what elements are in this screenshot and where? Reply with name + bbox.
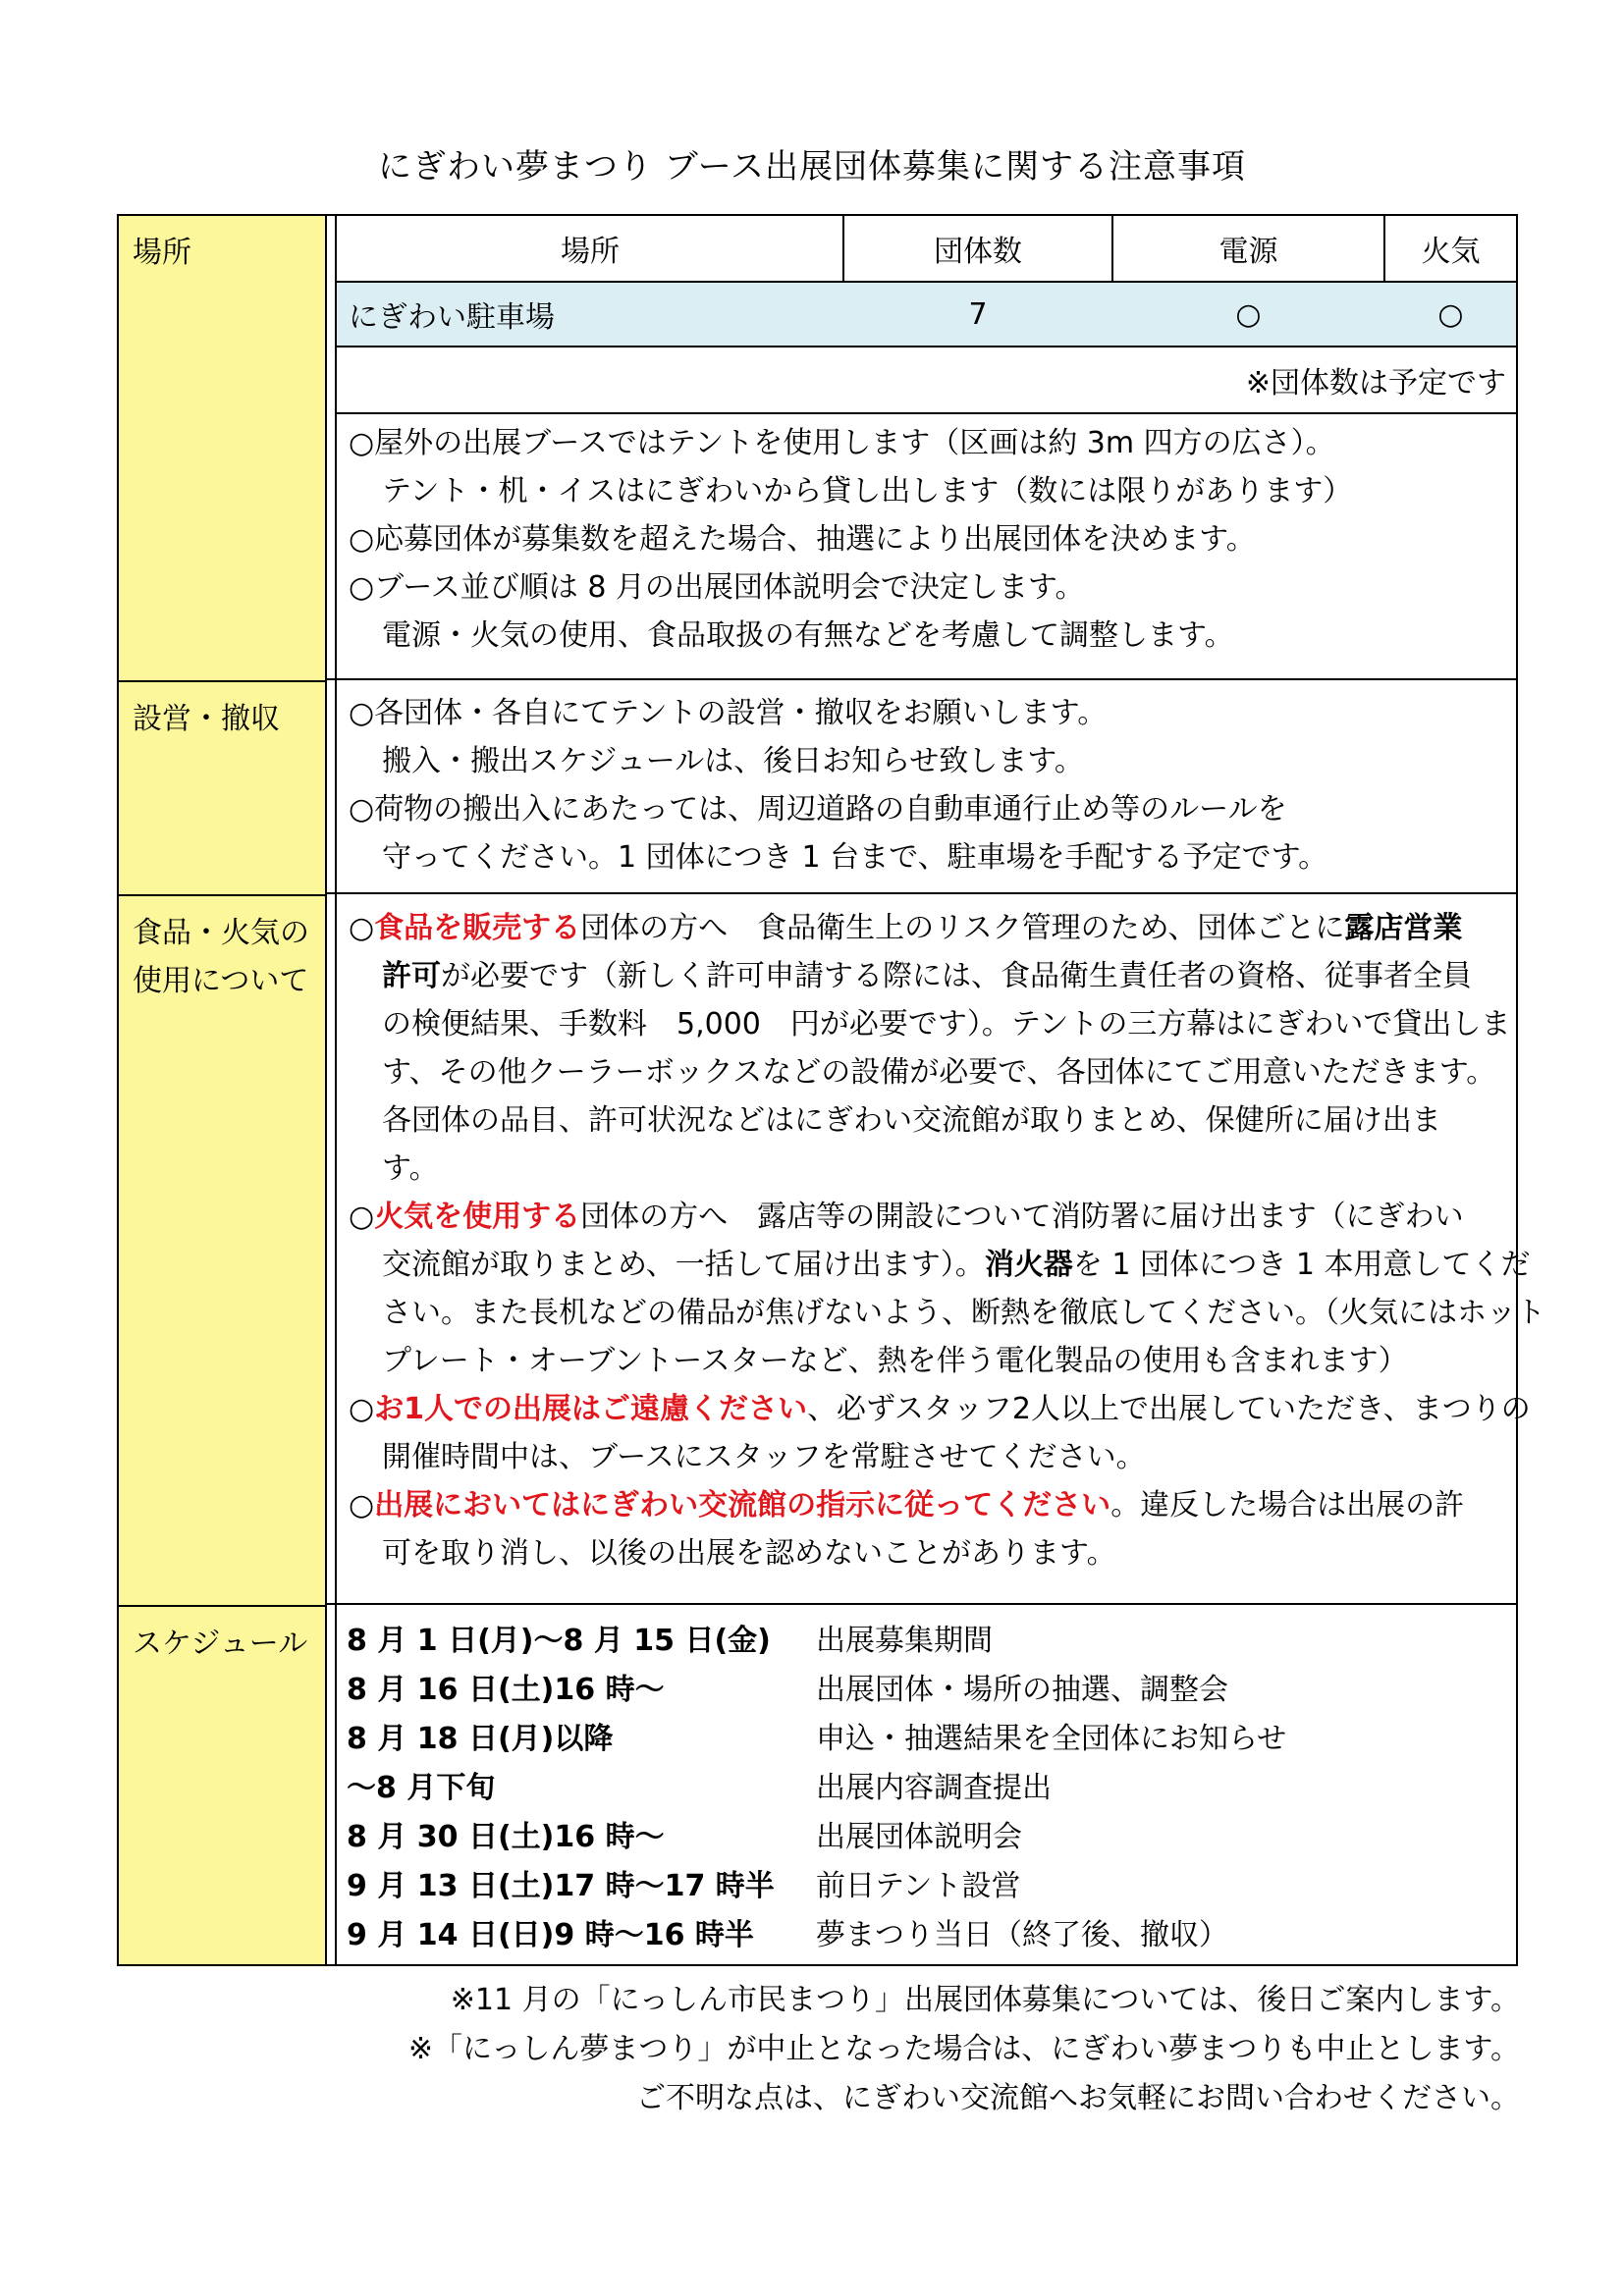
schedule-list xyxy=(335,1613,1513,1956)
schedule-row: 8 月 16 日(土)16 時～ 出展団体・場所の抽選、調整会 xyxy=(347,1673,1228,1707)
page-title: にぎわい夢まつり ブース出展団体募集に関する注意事項 xyxy=(377,147,1247,187)
label-schedule: スケジュール xyxy=(119,1605,327,1964)
location-notes: ○屋外の出展ブースではテントを使用します（区画は約 3m 四方の広さ）。 テント・机・イスはにぎわいから貸し出します（数には限りがあります） ○応募団体が募集数を超えた場合、抽選により出展団体を決めます。 ○ブース並び順は 8 月の出展団体説明会で決定します。 電源・火気の使用、食品取扱の有無などを考慮して調整します。 xyxy=(349,426,1353,653)
loc-cell-fire: ○ xyxy=(1437,296,1464,332)
loc-header-count: 団体数 xyxy=(934,235,1022,269)
loc-header-power: 電源 xyxy=(1218,235,1278,269)
label-location: 場所 xyxy=(119,216,327,680)
footer-note-3: ご不明な点は、にぎわい交流館へお気軽にお問い合わせください。 xyxy=(636,2081,1520,2115)
loc-cell-place: にぎわい駐車場 xyxy=(349,300,555,335)
food-fire-notes: ○食品を販売する団体の方へ 食品衛生上のリスク管理のため、団体ごとに露店営業 許可が必要です（新しく許可申請する際には、食品衛生責任者の資格、従事者全員 の検便結果、手数料 5,000 円が必要です）。テントの三方幕はにぎわいで貸出しま す、その他クーラーボックスなどの設備が必要で、各団体にてご用意いただきます。 各団体の品目、許可状況などはにぎわい交流館が取りまとめ、保健所に届け出ま す。 ○火気を使用する団体の方へ 露店等の開設について消防署に届け出ます（にぎわい 交流館が取りまとめ、一括して届け出ます）。消火器を 1 団体につき 1 本用意してくだ さい。また長机などの備品が焦げないよう、断熱を徹底してください。（火気にはホット プレート・オーブントースターなど、熱を伴う電化製品の使用も含まれます） ○お1人での出展はご遠慮ください、必ずスタッフ2人以上で出展していただき、まつりの 開催時間中は、ブースにスタッフを常駐させてください。 ○出展においてはにぎわい交流館の指示に従ってください。違反した場合は出展の許 可を取り消し、以後の出展を認めないことがあります。 xyxy=(349,911,1545,1571)
loc-cell-count: 7 xyxy=(968,296,988,332)
loc-note: ※団体数は予定です xyxy=(1245,366,1506,400)
loc-header-fire: 火気 xyxy=(1421,235,1481,269)
label-setup: 設営・撤収 xyxy=(119,680,327,894)
loc-cell-power: ○ xyxy=(1235,296,1262,332)
schedule-row: 8 月 1 日(月)～8 月 15 日(金) 出展募集期間 xyxy=(347,1624,993,1658)
schedule-row: ～8 月下旬 出展内容調査提出 xyxy=(347,1771,1052,1805)
schedule-row: 8 月 18 日(月)以降 申込・抽選結果を全団体にお知らせ xyxy=(347,1722,1287,1756)
setup-notes: ○各団体・各自にてテントの設営・撤収をお願いします。 搬入・搬出スケジュールは、後日お知らせ致します。 ○荷物の搬出入にあたっては、周辺道路の自動車通行止め等のルールを 守ってください。1 団体につき 1 台まで、駐車場を手配する予定です。 xyxy=(349,696,1328,875)
schedule-row: 9 月 14 日(日)9 時～16 時半 夢まつり当日（終了後、撤収） xyxy=(347,1918,1228,1952)
schedule-row: 9 月 13 日(土)17 時～17 時半 前日テント設営 xyxy=(347,1869,1021,1903)
footer-note-1: ※11 月の「にっしん市民まつり」出展団体募集については、後日ご案内します。 xyxy=(450,1983,1520,2017)
loc-header-place: 場所 xyxy=(561,235,620,269)
footer-note-2: ※「にっしん夢まつり」が中止となった場合は、にぎわい夢まつりも中止とします。 xyxy=(407,2032,1520,2066)
schedule-row: 8 月 30 日(土)16 時～ 出展団体説明会 xyxy=(347,1820,1022,1854)
label-food-fire: 食品・火気の 使用について xyxy=(119,894,327,1605)
